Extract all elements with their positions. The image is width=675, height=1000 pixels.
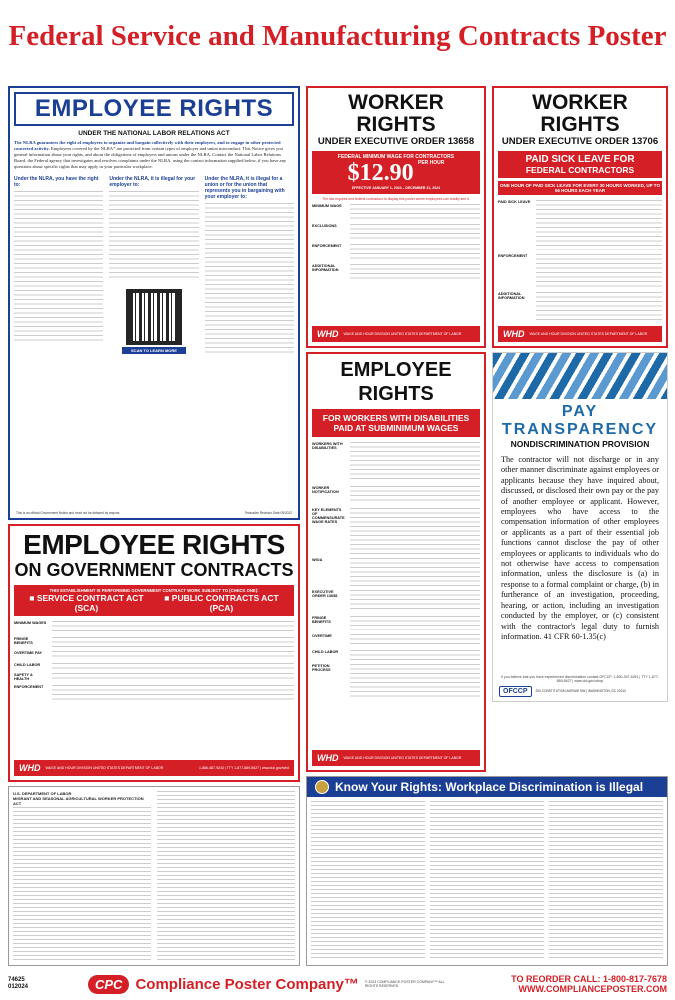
list-item: CHILD LABOR [312, 650, 480, 660]
dol-col-2 [157, 791, 295, 961]
eeoc-seal-icon [315, 780, 329, 794]
whd-bar [312, 750, 480, 766]
list-item: ADDITIONAL INFORMATION [498, 292, 662, 322]
list-item: KEY ELEMENTS OF COMMENSURATE WAGE RATES [312, 508, 480, 554]
list-item: ADDITIONAL INFORMATION [312, 264, 480, 280]
list-item: MINIMUM WAGE [312, 204, 480, 220]
pay-transparency-title: PAY TRANSPARENCY [501, 403, 659, 438]
reorder-info [511, 974, 667, 994]
kyr-col-1 [311, 801, 425, 961]
psl-strip: ONE HOUR OF PAID SICK LEAVE FOR EVERY 30 HOURS WORKED, UP TO 56 HOURS EACH YEAR [498, 181, 662, 195]
dol-col-1 [13, 791, 151, 961]
disabilities-bar-line1: FOR WORKERS WITH DISABILITIES [322, 413, 470, 423]
eo13706-panel [492, 86, 668, 348]
eo13658-title: WORKER RIGHTS [348, 91, 444, 136]
pay-transparency-footer [499, 675, 661, 697]
govcon-rows [14, 621, 294, 703]
list-item: FRINGE BENEFITS [14, 637, 294, 647]
disabilities-rows [312, 442, 480, 700]
dol-columns [13, 791, 295, 961]
qr-label: SCAN TO LEARN MORE [122, 347, 186, 354]
copyright: © 2023 COMPLIANCE POSTER COMPANY™ ALL RIGHTS RESERVED [364, 980, 445, 988]
kyr-title: Know Your Rights: Workplace Discrimination is Illegal [335, 780, 644, 794]
psl-box [498, 151, 662, 178]
eo13658-subtitle: UNDER EXECUTIVE ORDER 13658 [317, 136, 475, 147]
brand-name: Compliance Poster Company™ [135, 975, 359, 993]
poster-code-1: 74625 [8, 977, 25, 983]
list-item: MINIMUM WAGES [14, 621, 294, 633]
whd-logo-icon: WHD [317, 753, 339, 763]
poster-code-2: 012024 [8, 984, 29, 990]
list-item: EXECUTIVE ORDER 13658 [312, 590, 480, 612]
nlra-panel [8, 86, 300, 520]
list-item: OVERTIME PAY [14, 651, 294, 659]
eo13706-subtitle: UNDER EXECUTIVE ORDER 13706 [501, 136, 659, 147]
disabilities-panel [306, 352, 486, 772]
wage-amount: $12.90 [347, 160, 414, 186]
psl-line2: FEDERAL CONTRACTORS [525, 165, 635, 175]
pay-transparency-panel [492, 352, 668, 702]
list-item: FRINGE BENEFITS [312, 616, 480, 630]
pca-checkbox[interactable]: ■ PUBLIC CONTRACTS ACT (PCA) [164, 593, 279, 613]
list-item: PAID SICK LEAVE [498, 200, 662, 250]
nlra-footer-right: Textualize Revision Date 05/2022 [244, 510, 292, 515]
wage-effective: EFFECTIVE JANUARY 1, 2024 – DECEMBER 31, 2024 [351, 186, 441, 190]
nlra-column-union [205, 176, 294, 354]
list-item: WORKER NOTIFICATION [312, 486, 480, 504]
whd-text: WAGE AND HOUR DIVISION UNITED STATES DEPARTMENT OF LABOR [343, 332, 462, 336]
eo13658-rows [312, 204, 480, 280]
nlra-columns [14, 176, 294, 354]
nlra-col2-head: Under the NLRA, it is illegal for your employer to: [109, 176, 196, 188]
dol-head1: U.S. DEPARTMENT OF LABOR [13, 791, 151, 796]
eo13706-title: WORKER RIGHTS [532, 91, 628, 136]
nlra-column-employer [109, 176, 198, 354]
eo13658-intro: The law requires and federal contractors to display this poster where employees can readily see it. [322, 197, 470, 201]
disabilities-bar [312, 409, 480, 437]
eo13658-panel [306, 86, 486, 348]
govcon-act-bar [14, 585, 294, 616]
nlra-column-rights [14, 176, 103, 354]
reorder-phone: TO REORDER CALL: 1-800-817-7678 [511, 974, 667, 984]
nlra-col3-text [205, 203, 294, 353]
kyr-columns [307, 797, 667, 965]
list-item: ENFORCEMENT [14, 685, 294, 703]
qr-code-icon[interactable] [126, 289, 182, 345]
ofccp-logo-icon: OFCCP [499, 686, 532, 697]
whd-text: WAGE AND HOUR DIVISION UNITED STATES DEPARTMENT OF LABOR [343, 756, 462, 760]
kyr-col-2 [430, 801, 544, 961]
list-item: OVERTIME [312, 634, 480, 646]
sca-checkbox[interactable]: ■ SERVICE CONTRACT ACT (SCA) [29, 593, 144, 613]
nlra-col1-head: Under the NLRA, you have the right to: [14, 176, 99, 188]
list-item: PETITION PROCESS [312, 664, 480, 700]
nlra-col2-text [109, 191, 198, 281]
govcon-subtitle: ON GOVERNMENT CONTRACTS [14, 560, 294, 580]
whd-logo-icon: WHD [19, 763, 41, 773]
ofccp-note: If you believe that you have experienced discrimination contact OFCCP: 1-800-397-6251 | TTY 1-877-889-5627 | www.dol.gov/ofccp [501, 675, 659, 683]
govcon-title: EMPLOYEE RIGHTS [23, 529, 285, 560]
list-item: WORKERS WITH DISABILITIES [312, 442, 480, 482]
pay-transparency-header [493, 403, 667, 449]
govcon-acts [19, 593, 289, 613]
list-item: ENFORCEMENT [498, 254, 662, 288]
wage-label: FEDERAL MINIMUM WAGE FOR CONTRACTORS [337, 154, 455, 160]
nlra-footer [16, 511, 292, 515]
reorder-site[interactable]: WWW.COMPLIANCEPOSTER.COM [518, 984, 667, 994]
nlra-title: EMPLOYEE RIGHTS [14, 92, 294, 126]
pay-transparency-stripes [493, 353, 667, 399]
list-item: ENFORCEMENT [312, 244, 480, 260]
kyr-header [307, 777, 667, 797]
poster-footer [0, 968, 675, 1000]
dol-head2: MIGRANT AND SEASONAL AGRICULTURAL WORKER PROTECTION ACT [13, 796, 151, 806]
wage-box [312, 151, 480, 194]
know-your-rights-panel [306, 776, 668, 966]
ofccp-address: 200 CONSTITUTION AVENUE NW | WASHINGTON, DC 20210 [535, 689, 626, 694]
whd-text: WAGE AND HOUR DIVISION UNITED STATES DEPARTMENT OF LABOR [529, 332, 648, 336]
disabilities-bar-line2: PAID AT SUBMINIMUM WAGES [333, 423, 459, 433]
cpc-logo-icon: CPC [88, 975, 129, 994]
poster-code [8, 977, 48, 991]
govcon-bar-top: THIS ESTABLISHMENT IS PERFORMING GOVERNMENT CONTRACT WORK SUBJECT TO (CHECK ONE): [49, 588, 259, 593]
dol-fine-print-panel [8, 786, 300, 966]
government-contracts-panel [8, 524, 300, 782]
psl-line1: PAID SICK LEAVE FOR [525, 154, 635, 165]
disabilities-title: EMPLOYEE RIGHTS [340, 359, 452, 405]
nlra-intro-bold: The NLRA guarantees the right of employees to organize and bargain collectively with their employers, and to engage in other protected concerted activity. [14, 140, 281, 151]
pay-transparency-subtitle: NONDISCRIMINATION PROVISION [510, 439, 650, 449]
whd-phone: 1-866-487-9243 | TTY 1-877-889-5627 | www.dol.gov/whd [198, 766, 289, 770]
wage-per: PER HOUR [418, 160, 445, 166]
nlra-intro [14, 140, 294, 170]
poster-title: Federal Service and Manufacturing Contracts Poster [8, 19, 667, 52]
whd-logo-icon: WHD [503, 329, 525, 339]
nlra-subtitle: UNDER THE NATIONAL LABOR RELATIONS ACT [78, 130, 230, 137]
whd-text: WAGE AND HOUR DIVISION UNITED STATES DEPARTMENT OF LABOR [45, 766, 164, 770]
list-item: CHILD LABOR [14, 663, 294, 669]
nlra-intro-rest: Employees covered by the NLRA* are protected from certain types of employer and union misconduct. This Notice gives you general information about your rights, and about the obligations of employers and unions under the NLRA. Contact the National Labor Relations Board, the Federal agency that investigates and resolves complaints under the NLRA, using the contact information supplied below, if you have any questions about specific rights that may apply in your particular workplace. [14, 146, 287, 169]
nlra-col1-text [14, 191, 103, 341]
ofccp-brand [499, 686, 661, 697]
eo13706-rows [498, 200, 662, 322]
pay-transparency-body: The contractor will not discharge or in any other manner discriminate against employees or applicants because they have inquired about, discussed, or disclosed their own pay or the pay of another employee or applicant. However, employees who have access to the compensation information of other employees or applicants as a part of their essential job functions cannot disclose the pay of other employees or applicants to individuals who do not otherwise have access to compensation information, unless the disclosure is (a) in response to a formal complaint or charge, (b) in furtherance of an investigation, proceeding, hearing, or action, including an investigation conducted by the employer, or (c) consistent with the contractor's legal duty to furnish information. 41 CFR 60-1.35(c) [501, 455, 659, 641]
whd-bar [498, 326, 662, 342]
whd-bar [14, 760, 294, 776]
list-item: WIOA [312, 558, 480, 586]
nlra-col3-head: Under the NLRA, it is illegal for a union or for the union that represents you in bargaining with your employer to: [204, 176, 285, 200]
nlra-footer-left: This is an official Government Notice and must not be defaced by anyone. [16, 510, 121, 515]
kyr-col-3 [549, 801, 663, 961]
whd-bar [312, 326, 480, 342]
whd-logo-icon: WHD [317, 329, 339, 339]
list-item: SAFETY & HEALTH [14, 673, 294, 681]
list-item: EXCLUSIONS [312, 224, 480, 240]
